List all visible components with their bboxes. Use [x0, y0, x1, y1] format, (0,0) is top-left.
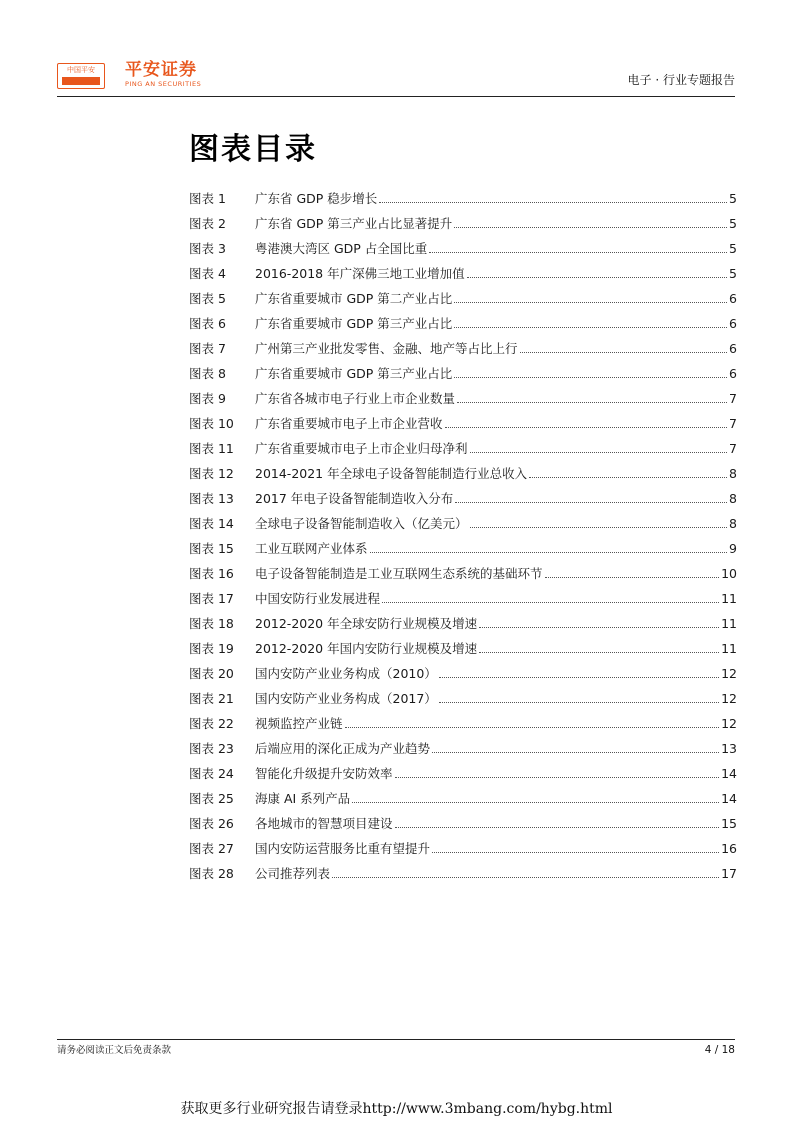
toc-entry-number: 图表 16 [189, 566, 234, 581]
toc-entry-body [255, 611, 737, 636]
logo-small-text: 中国平安 [67, 66, 95, 74]
toc-entry-number: 图表 23 [189, 741, 234, 756]
toc-entry-title: 海康 AI 系列产品 [255, 791, 351, 806]
toc-entry-number: 图表 9 [189, 391, 226, 406]
toc-entry-page: 15 [721, 816, 737, 831]
toc-entry-number: 图表 27 [189, 841, 234, 856]
toc-entry-number: 图表 22 [189, 716, 234, 731]
logo-bar [62, 77, 100, 85]
toc-leader-dots [455, 501, 727, 503]
toc-entry-page: 17 [721, 866, 737, 881]
toc-entry[interactable] [189, 336, 737, 361]
toc-entry-body [255, 211, 737, 236]
toc-entry-title: 公司推荐列表 [255, 866, 331, 881]
toc-leader-dots [445, 426, 728, 428]
toc-leader-dots [345, 726, 720, 728]
toc-entry-body [255, 361, 737, 386]
toc-entry-title: 广东省重要城市 GDP 第二产业占比 [255, 291, 453, 306]
toc-entry-body [255, 586, 737, 611]
toc-entry-body [255, 411, 737, 436]
toc-entry-body [255, 711, 737, 736]
toc-leader-dots [457, 401, 727, 403]
toc-entry-page: 6 [729, 316, 737, 331]
toc-entry-page: 6 [729, 341, 737, 356]
toc-leader-dots [454, 376, 727, 378]
toc-entry[interactable] [189, 836, 737, 861]
toc-entry-page: 11 [721, 616, 737, 631]
toc-entry-body [255, 386, 737, 411]
toc-entry-title: 广州第三产业批发零售、金融、地产等占比上行 [255, 341, 518, 356]
toc-entry[interactable] [189, 861, 737, 886]
toc-entry[interactable] [189, 386, 737, 411]
page-header [57, 58, 735, 96]
toc-leader-dots [429, 251, 727, 253]
toc-entry-title: 国内安防产业业务构成（2017） [255, 691, 437, 706]
toc-leader-dots [454, 301, 727, 303]
toc-entry-number: 图表 28 [189, 866, 234, 881]
toc-entry-page: 10 [721, 566, 737, 581]
toc-entry[interactable] [189, 611, 737, 636]
toc-entry-body [255, 536, 737, 561]
toc-entry-number: 图表 6 [189, 316, 226, 331]
toc-entry-title: 广东省各城市电子行业上市企业数量 [255, 391, 456, 406]
toc-entry-title: 2014-2021 年全球电子设备智能制造行业总收入 [255, 466, 528, 481]
toc-leader-dots [352, 801, 719, 803]
toc-entry-page: 13 [721, 741, 737, 756]
toc-entry-title: 全球电子设备智能制造收入（亿美元） [255, 516, 468, 531]
company-name-en: PING AN SECURITIES [125, 80, 202, 88]
toc-leader-dots [529, 476, 727, 478]
toc-entry-number: 图表 2 [189, 216, 226, 231]
toc-leader-dots [432, 751, 719, 753]
toc-leader-dots [454, 326, 727, 328]
toc-entry-page: 14 [721, 791, 737, 806]
toc-entry-body [255, 561, 737, 586]
toc-entry-title: 粤港澳大湾区 GDP 占全国比重 [255, 241, 428, 256]
toc-entry-page: 6 [729, 366, 737, 381]
toc-entry[interactable] [189, 561, 737, 586]
toc-entry-body [255, 311, 737, 336]
toc-entry-page: 8 [729, 516, 737, 531]
toc-leader-dots [454, 226, 727, 228]
toc-entry-title: 广东省 GDP 第三产业占比显著提升 [255, 216, 453, 231]
toc-leader-dots [395, 776, 720, 778]
toc-entry-number: 图表 17 [189, 591, 234, 606]
toc-entry[interactable] [189, 186, 737, 211]
toc-entry[interactable] [189, 361, 737, 386]
toc-entry-title: 工业互联网产业体系 [255, 541, 368, 556]
toc-entry-number: 图表 20 [189, 666, 234, 681]
header-divider [57, 96, 735, 97]
footer-divider [57, 1039, 735, 1040]
company-name-cn: 平安证券 [125, 60, 197, 80]
toc-entry-number: 图表 25 [189, 791, 234, 806]
toc-entry[interactable] [189, 761, 737, 786]
toc-entry-page: 7 [729, 391, 737, 406]
toc-entry-title: 后端应用的深化正成为产业趋势 [255, 741, 431, 756]
toc-leader-dots [382, 601, 719, 603]
toc-entry-title: 2016-2018 年广深佛三地工业增加值 [255, 266, 465, 281]
toc-entry-body [255, 461, 737, 486]
toc-entry-number: 图表 26 [189, 816, 234, 831]
toc-entry-number: 图表 13 [189, 491, 234, 506]
toc-entry[interactable] [189, 736, 737, 761]
toc-entry-number: 图表 10 [189, 416, 234, 431]
toc-entry-title: 2012-2020 年国内安防行业规模及增速 [255, 641, 478, 656]
toc-entry-body [255, 261, 737, 286]
toc-entry-number: 图表 1 [189, 191, 226, 206]
toc-entry-number: 图表 7 [189, 341, 226, 356]
toc-entry-number: 图表 8 [189, 366, 226, 381]
disclaimer-note: 请务必阅读正文后免责条款 [57, 1045, 172, 1056]
toc-entry-page: 16 [721, 841, 737, 856]
toc-entry-page: 8 [729, 491, 737, 506]
toc-leader-dots [479, 626, 719, 628]
ping-an-logo-icon [57, 63, 105, 89]
toc-entry-body [255, 336, 737, 361]
toc-entry-page: 12 [721, 691, 737, 706]
toc-entry-body [255, 186, 737, 211]
toc-entry[interactable] [189, 261, 737, 286]
toc-entry-number: 图表 12 [189, 466, 234, 481]
toc-entry-page: 8 [729, 466, 737, 481]
watermark-link[interactable]: 获取更多行业研究报告请登录http://www.3mbang.com/hybg.html [180, 1101, 613, 1117]
toc-entry[interactable] [189, 411, 737, 436]
toc-leader-dots [467, 276, 727, 278]
toc-entry-title: 电子设备智能制造是工业互联网生态系统的基础环节 [255, 566, 543, 581]
toc-entry-body [255, 786, 737, 811]
toc-entry-title: 国内安防运营服务比重有望提升 [255, 841, 431, 856]
toc-leader-dots [470, 451, 728, 453]
toc-leader-dots [332, 876, 719, 878]
toc-entry-title: 2012-2020 年全球安防行业规模及增速 [255, 616, 478, 631]
toc-entry-body [255, 286, 737, 311]
page-title: 图表目录 [189, 132, 317, 167]
toc-leader-dots [470, 526, 728, 528]
toc-entry[interactable] [189, 461, 737, 486]
toc-entry-page: 5 [729, 191, 737, 206]
toc-entry[interactable] [189, 486, 737, 511]
toc-entry-page: 9 [729, 541, 737, 556]
toc-entry-title: 广东省重要城市电子上市企业归母净利 [255, 441, 468, 456]
toc-entry-number: 图表 11 [189, 441, 234, 456]
toc-leader-dots [439, 701, 719, 703]
toc-entry-number: 图表 15 [189, 541, 234, 556]
toc-entry-body [255, 661, 737, 686]
toc-entry-body [255, 861, 737, 886]
toc-entry[interactable] [189, 636, 737, 661]
toc-entry-title: 中国安防行业发展进程 [255, 591, 381, 606]
toc-entry-title: 国内安防产业业务构成（2010） [255, 666, 437, 681]
toc-entry[interactable] [189, 436, 737, 461]
toc-entry[interactable] [189, 211, 737, 236]
toc-entry-page: 11 [721, 641, 737, 656]
toc-entry[interactable] [189, 311, 737, 336]
toc-leader-dots [545, 576, 720, 578]
toc-entry-number: 图表 21 [189, 691, 234, 706]
toc-entry[interactable] [189, 536, 737, 561]
report-category: 电子 · 行业专题报告 [627, 73, 735, 87]
toc-entry[interactable] [189, 711, 737, 736]
toc-entry[interactable] [189, 811, 737, 836]
toc-leader-dots [439, 676, 719, 678]
toc-entry-page: 11 [721, 591, 737, 606]
toc-entry-body [255, 636, 737, 661]
figure-index [189, 186, 737, 886]
toc-entry-number: 图表 19 [189, 641, 234, 656]
toc-entry-page: 7 [729, 416, 737, 431]
toc-entry[interactable] [189, 786, 737, 811]
toc-entry-body [255, 436, 737, 461]
toc-leader-dots [379, 201, 727, 203]
toc-entry-body [255, 736, 737, 761]
toc-entry[interactable] [189, 286, 737, 311]
toc-entry-title: 智能化升级提升安防效率 [255, 766, 393, 781]
toc-leader-dots [395, 826, 720, 828]
toc-entry-page: 5 [729, 266, 737, 281]
toc-entry-title: 广东省重要城市电子上市企业营收 [255, 416, 443, 431]
toc-entry-page: 14 [721, 766, 737, 781]
toc-entry-body [255, 511, 737, 536]
toc-entry-number: 图表 5 [189, 291, 226, 306]
page-number: 4 / 18 [704, 1044, 735, 1056]
toc-entry-body [255, 686, 737, 711]
toc-entry-body [255, 486, 737, 511]
toc-entry-page: 7 [729, 441, 737, 456]
toc-entry-number: 图表 18 [189, 616, 234, 631]
toc-entry-page: 6 [729, 291, 737, 306]
toc-entry[interactable] [189, 686, 737, 711]
toc-entry-page: 12 [721, 716, 737, 731]
toc-entry-body [255, 811, 737, 836]
toc-leader-dots [370, 551, 728, 553]
toc-leader-dots [479, 651, 719, 653]
toc-entry-title: 2017 年电子设备智能制造收入分布 [255, 491, 454, 506]
toc-entry-body [255, 761, 737, 786]
toc-entry-title: 各地城市的智慧项目建设 [255, 816, 393, 831]
toc-entry[interactable] [189, 661, 737, 686]
toc-leader-dots [432, 851, 719, 853]
toc-entry-page: 5 [729, 241, 737, 256]
toc-entry[interactable] [189, 586, 737, 611]
toc-leader-dots [520, 351, 728, 353]
toc-entry[interactable] [189, 236, 737, 261]
toc-entry-number: 图表 3 [189, 241, 226, 256]
toc-entry-body [255, 836, 737, 861]
toc-entry-title: 广东省重要城市 GDP 第三产业占比 [255, 316, 453, 331]
toc-entry-body [255, 236, 737, 261]
toc-entry-number: 图表 14 [189, 516, 234, 531]
toc-entry-number: 图表 24 [189, 766, 234, 781]
toc-entry-title: 视频监控产业链 [255, 716, 343, 731]
toc-entry-title: 广东省 GDP 稳步增长 [255, 191, 378, 206]
toc-entry-number: 图表 4 [189, 266, 226, 281]
toc-entry-page: 12 [721, 666, 737, 681]
toc-entry-title: 广东省重要城市 GDP 第三产业占比 [255, 366, 453, 381]
toc-entry-page: 5 [729, 216, 737, 231]
toc-entry[interactable] [189, 511, 737, 536]
